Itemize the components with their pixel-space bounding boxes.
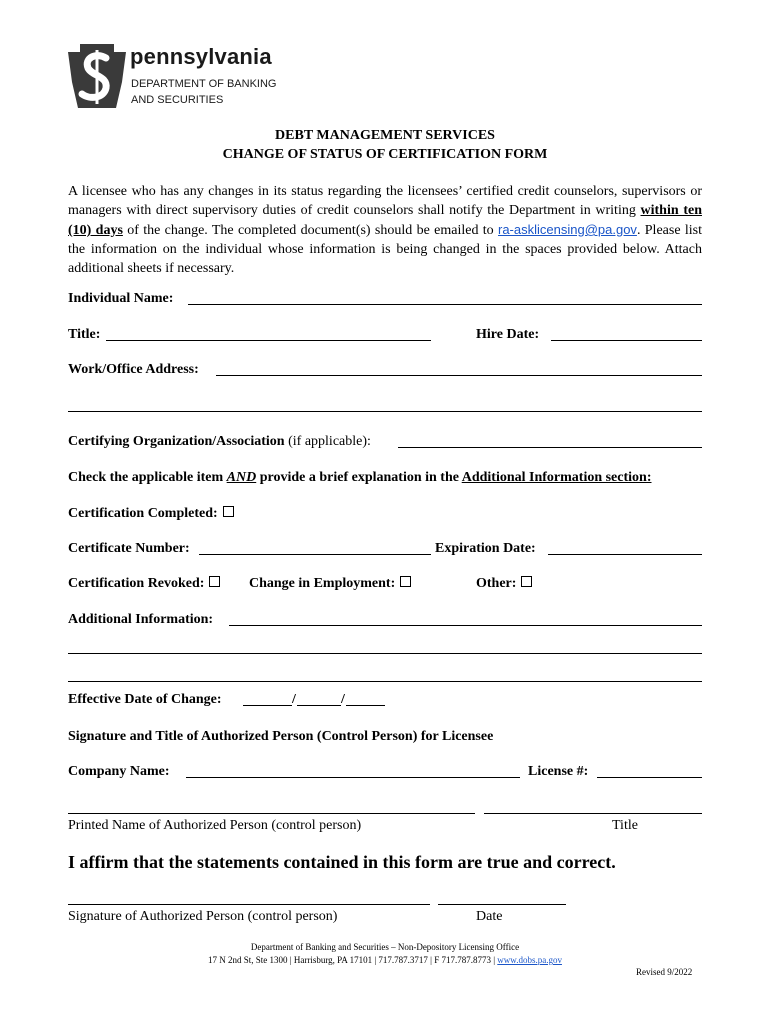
- date-caption: Date: [476, 909, 503, 924]
- website-link[interactable]: www.dobs.pa.gov: [497, 955, 562, 965]
- additional-info-label: Additional Information:: [68, 612, 214, 627]
- work-address-label: Work/Office Address:: [68, 362, 199, 377]
- check-instruction: [68, 470, 652, 486]
- cert-revoked-label: Certification Revoked:: [68, 576, 205, 591]
- effective-date-year[interactable]: [346, 705, 385, 706]
- effective-date-month[interactable]: [243, 705, 292, 706]
- title-signature-field[interactable]: [484, 813, 702, 814]
- check-text-a: Check the applicable item: [68, 470, 227, 485]
- cert-org-text: Certifying Organization/Association: [68, 434, 285, 449]
- logo: [66, 42, 306, 112]
- cert-completed-label: Certification Completed:: [68, 506, 218, 521]
- additional-info-field-2[interactable]: [68, 653, 702, 654]
- company-name-field[interactable]: [186, 777, 520, 778]
- cert-completed-row: [68, 506, 234, 522]
- title-label: Title:: [68, 327, 101, 342]
- change-employment-checkbox[interactable]: [400, 576, 411, 587]
- individual-name-label: Individual Name:: [68, 291, 174, 306]
- intro-paragraph: [68, 182, 702, 278]
- intro-text-a: A licensee who has any changes in its status regarding the licensees’ certified credit counselors, supervisors or managers with direct supervisory duties of credit counselors shall notify the Department in writing: [68, 184, 702, 218]
- title-caption: Title: [612, 818, 638, 833]
- license-number-field[interactable]: [597, 777, 702, 778]
- printed-name-caption: Printed Name of Authorized Person (control person): [68, 818, 362, 833]
- signature-field[interactable]: [68, 904, 430, 905]
- cert-completed-checkbox[interactable]: [223, 506, 234, 517]
- printed-name-field[interactable]: [68, 813, 475, 814]
- effective-date-day[interactable]: [297, 705, 341, 706]
- cert-org-note: (if applicable):: [284, 434, 371, 449]
- revised-date: Revised 9/2022: [636, 967, 693, 977]
- company-name-label: Company Name:: [68, 764, 170, 779]
- cert-number-label: Certificate Number:: [68, 541, 190, 556]
- individual-name-field[interactable]: [188, 304, 702, 305]
- effective-date-sep2: /: [341, 692, 345, 707]
- cert-revoked-row: [68, 576, 220, 592]
- license-number-label: License #:: [528, 764, 589, 779]
- signature-heading: Signature and Title of Authorized Person (Control Person) for Licensee: [68, 729, 494, 744]
- signature-caption: Signature of Authorized Person (control person): [68, 909, 338, 924]
- work-address-field-2[interactable]: [68, 411, 702, 412]
- cert-org-label: [68, 434, 371, 450]
- hire-date-label: Hire Date:: [476, 327, 540, 342]
- form-title-line2: CHANGE OF STATUS OF CERTIFICATION FORM: [222, 147, 548, 162]
- check-additional-info-ref: Additional Information section:: [461, 470, 652, 485]
- work-address-field[interactable]: [216, 375, 702, 376]
- other-row: [476, 576, 532, 592]
- effective-date-label: Effective Date of Change:: [68, 692, 222, 707]
- affirm-statement: I affirm that the statements contained in this form are true and correct.: [68, 852, 616, 872]
- logo-dept-line2: AND SECURITIES: [131, 94, 224, 106]
- footer-line1: Department of Banking and Securities – Non-Depository Licensing Office: [250, 942, 520, 952]
- other-label: Other:: [476, 576, 517, 591]
- form-title-line1: DEBT MANAGEMENT SERVICES: [275, 128, 495, 143]
- change-employment-row: [249, 576, 411, 592]
- intro-emphasis: within ten (10) days: [68, 203, 702, 238]
- logo-dept-line1: DEPARTMENT OF BANKING: [131, 78, 277, 90]
- expiration-date-field[interactable]: [548, 554, 702, 555]
- logo-wordmark: pennsylvania: [130, 44, 272, 69]
- effective-date-sep1: /: [292, 692, 296, 707]
- other-checkbox[interactable]: [521, 576, 532, 587]
- footer-address: 17 N 2nd St, Ste 1300 | Harrisburg, PA 17101 | 717.787.3717 | F 717.787.8773 |: [208, 955, 498, 965]
- expiration-date-label: Expiration Date:: [435, 541, 536, 556]
- email-link[interactable]: ra-asklicensing@pa.gov: [498, 222, 637, 237]
- footer-line2: [0, 955, 770, 965]
- check-and: AND: [226, 470, 257, 485]
- intro-text-b: of the change. The completed document(s) should be emailed to: [122, 223, 498, 238]
- additional-info-field[interactable]: [229, 625, 702, 626]
- check-text-b: provide a brief explanation in the: [256, 470, 462, 485]
- cert-number-field[interactable]: [199, 554, 431, 555]
- keystone-logo-icon: [66, 42, 128, 110]
- date-field[interactable]: [438, 904, 566, 905]
- cert-org-field[interactable]: [398, 447, 702, 448]
- title-field[interactable]: [106, 340, 431, 341]
- hire-date-field[interactable]: [551, 340, 702, 341]
- intro-text-c: . Please list the information on the individual whose information is being changed in the spaces provided below. Attach additional sheets if necessary.: [68, 223, 702, 276]
- additional-info-field-3[interactable]: [68, 681, 702, 682]
- cert-revoked-checkbox[interactable]: [209, 576, 220, 587]
- change-employment-label: Change in Employment:: [249, 576, 396, 591]
